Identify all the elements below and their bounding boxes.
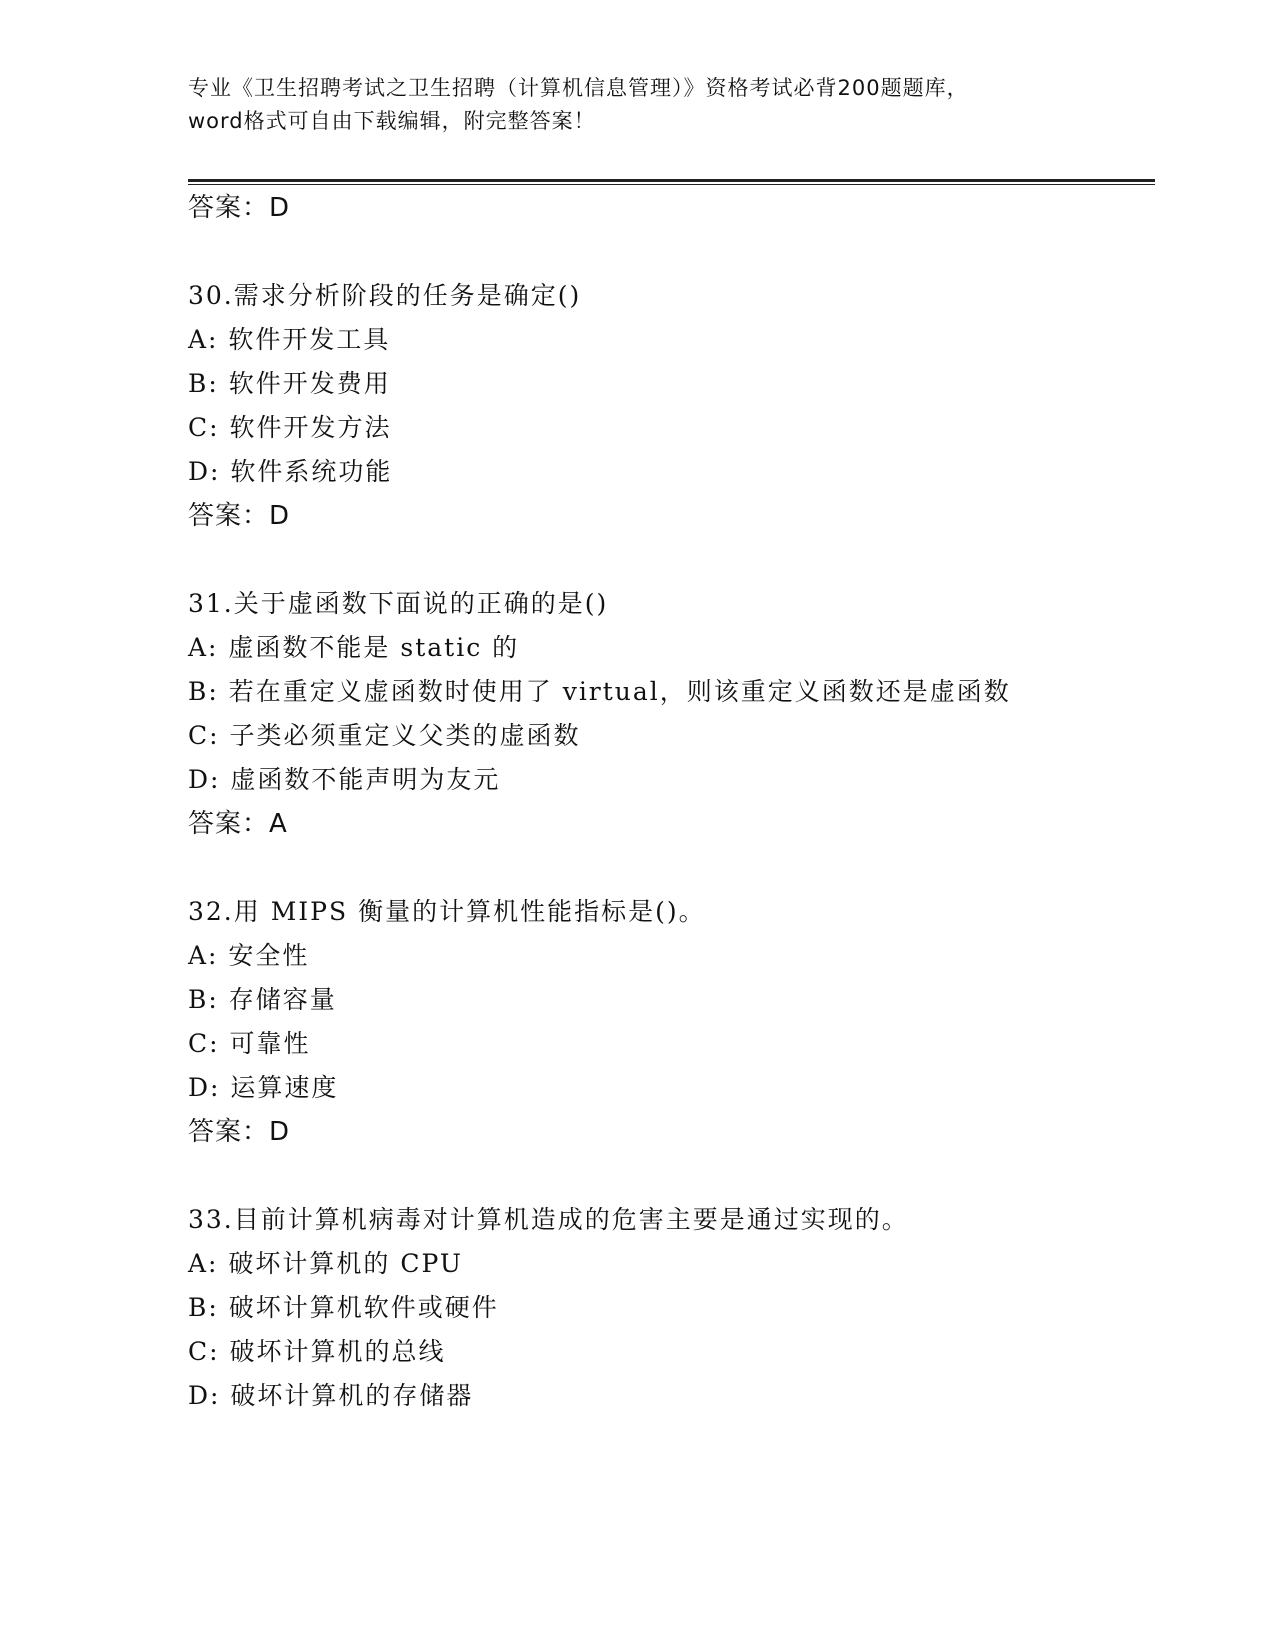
question-32-option-d: D: 运算速度	[188, 1073, 339, 1102]
question-31-option-b: B: 若在重定义虚函数时使用了 virtual，则该重定义函数还是虚函数	[188, 677, 1011, 706]
question-33-option-a: A: 破坏计算机的 CPU	[188, 1249, 463, 1278]
header-divider-thick	[188, 179, 1155, 182]
question-30-option-c: C: 软件开发方法	[188, 413, 392, 442]
question-32-answer: 答案：D	[188, 1117, 291, 1147]
header-line-2: word格式可自由下载编辑，附完整答案！	[188, 109, 596, 133]
header-line-1: 专业《卫生招聘考试之卫生招聘（计算机信息管理）》资格考试必背200题题库，	[188, 76, 969, 100]
question-32-option-a: A: 安全性	[188, 941, 310, 970]
question-30-option-d: D: 软件系统功能	[188, 457, 393, 486]
answer-previous: 答案：D	[188, 193, 291, 223]
question-31-option-c: C: 子类必须重定义父类的虚函数	[188, 721, 581, 750]
question-31-option-d: D: 虚函数不能声明为友元	[188, 765, 501, 794]
question-30-option-b: B: 软件开发费用	[188, 369, 391, 398]
question-31-answer: 答案：A	[188, 809, 288, 839]
document-header	[188, 72, 1088, 138]
question-33-option-c: C: 破坏计算机的总线	[188, 1337, 446, 1366]
question-32-text: 32.用 MIPS 衡量的计算机性能指标是()。	[188, 897, 706, 926]
question-31-text: 31.关于虚函数下面说的正确的是()	[188, 589, 609, 618]
question-30-option-a: A: 软件开发工具	[188, 325, 391, 354]
question-33-option-d: D: 破坏计算机的存储器	[188, 1381, 474, 1410]
question-33-text: 33.目前计算机病毒对计算机造成的危害主要是通过实现的。	[188, 1205, 909, 1234]
question-33-option-b: B: 破坏计算机软件或硬件	[188, 1293, 499, 1322]
question-32-option-c: C: 可靠性	[188, 1029, 311, 1058]
question-32-option-b: B: 存储容量	[188, 985, 337, 1014]
header-divider-thin	[188, 184, 1155, 185]
question-31-option-a: A: 虚函数不能是 static 的	[188, 633, 520, 662]
question-30-answer: 答案：D	[188, 501, 291, 531]
question-30-text: 30.需求分析阶段的任务是确定()	[188, 281, 582, 310]
